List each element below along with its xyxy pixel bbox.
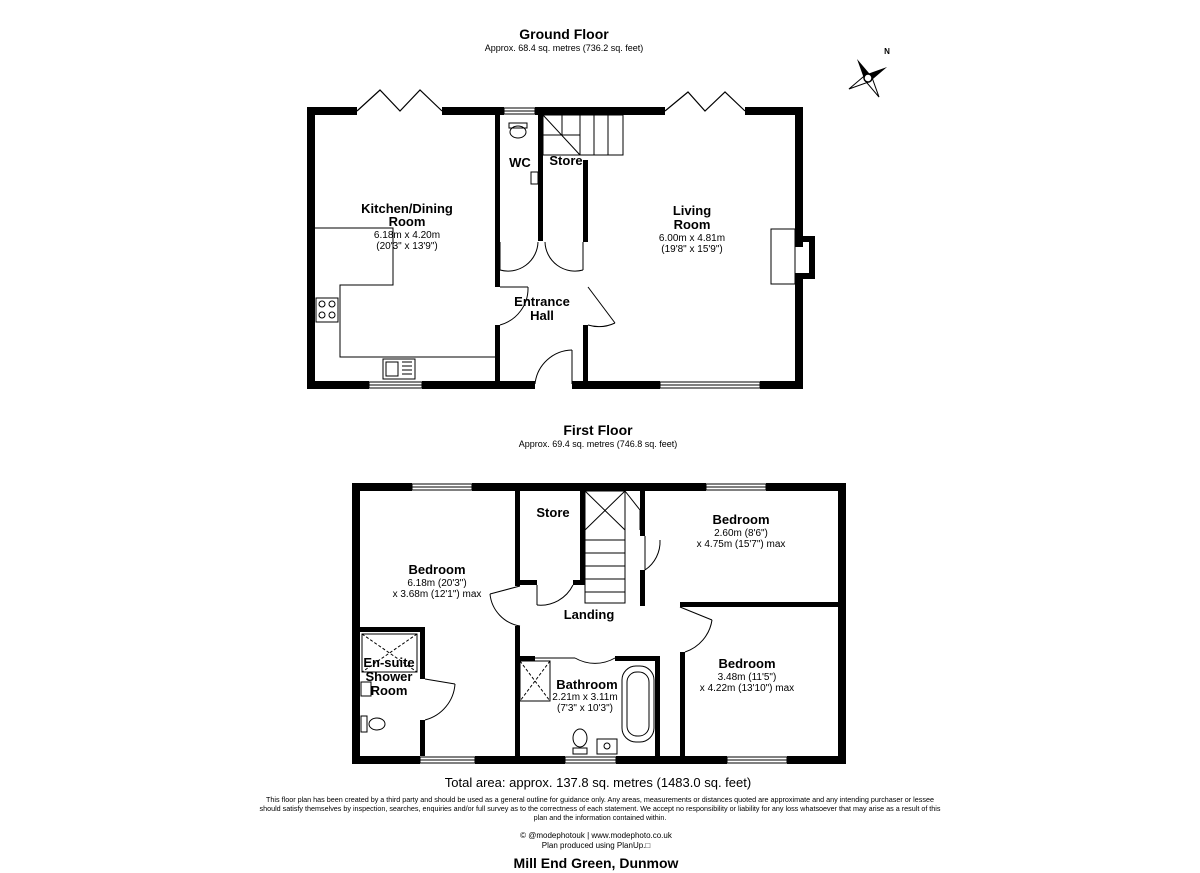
room-dims-bedroom-2-b: x 4.75m (15'7") max [696,539,786,550]
compass-north-label: N [884,47,890,56]
room-dims-bedroom-3: 3.48m (11'5") [717,672,777,683]
room-label-entrance-hall: Entrance [514,294,570,309]
room-label-first-store: Store [536,505,570,520]
room-label-en-suite-3: Room [370,683,408,698]
first-floor-area: Approx. 69.4 sq. metres (746.8 sq. feet) [518,439,678,449]
room-dims-living-imperial: (19'8" x 15'9") [661,244,723,255]
room-label-kitchen-dining: Kitchen/Dining [361,201,453,216]
total-area: Total area: approx. 137.8 sq. metres (1483.0 sq. feet) [444,775,752,790]
room-dims-bathroom-imperial: (7'3" x 10'3") [557,703,613,714]
room-label-wc: WC [509,155,531,170]
room-label-entrance-hall-2: Hall [530,308,554,323]
credit-line-1: © @modephotouk | www.modephoto.co.uk [520,831,672,840]
room-label-living: Living [672,203,712,218]
credit-line-2: Plan produced using PlanUp.□ [541,841,651,850]
ground-floor-area: Approx. 68.4 sq. metres (736.2 sq. feet) [484,43,644,53]
room-dims-bedroom-2: 2.60m (8'6") [714,528,768,539]
room-label-kitchen-dining-2: Room [388,214,426,229]
disclaimer-line-1: This floor plan has been created by a third party and should be used as a general outline for guidance only. Any areas, measurements or distances quoted are approximate and any intending purchaser or lessee [266,795,934,804]
room-label-bathroom: Bathroom [556,677,618,692]
room-dims-kitchen-dining-imperial: (20'3" x 13'9") [376,241,438,252]
room-dims-bedroom-1: 6.18m (20'3") [407,578,467,589]
room-label-bedroom-2: Bedroom [712,512,770,527]
room-label-bedroom-1: Bedroom [408,562,466,577]
property-address: Mill End Green, Dunmow [513,855,679,871]
room-dims-bedroom-3-b: x 4.22m (13'10") max [699,683,795,694]
first-floor-title: First Floor [563,422,633,438]
compass-icon [838,47,898,108]
room-label-en-suite-2: Shower [365,669,413,684]
ground-floor-title: Ground Floor [519,26,609,42]
disclaimer-line-3: plan and the information contained within. [533,813,667,822]
room-dims-bathroom: 2.21m x 3.11m [552,692,618,703]
room-dims-kitchen-dining: 6.18m x 4.20m [373,230,441,241]
disclaimer-line-2: should satisfy themselves by inspection, searches, enquiries and/or full survey as to the correctness of each statement. We accept no responsibility or liability for any loss whatsoever that may arise as a result of this [259,804,941,813]
first-floor-walls [352,483,846,764]
room-dims-bedroom-1-b: x 3.68m (12'1") max [392,589,482,600]
room-label-landing: Landing [563,607,615,622]
room-label-en-suite: En-suite [363,655,415,670]
room-label-bedroom-3: Bedroom [718,656,776,671]
room-dims-living: 6.00m x 4.81m [658,233,726,244]
room-label-living-2: Room [673,217,711,232]
room-label-ground-store: Store [549,153,583,168]
